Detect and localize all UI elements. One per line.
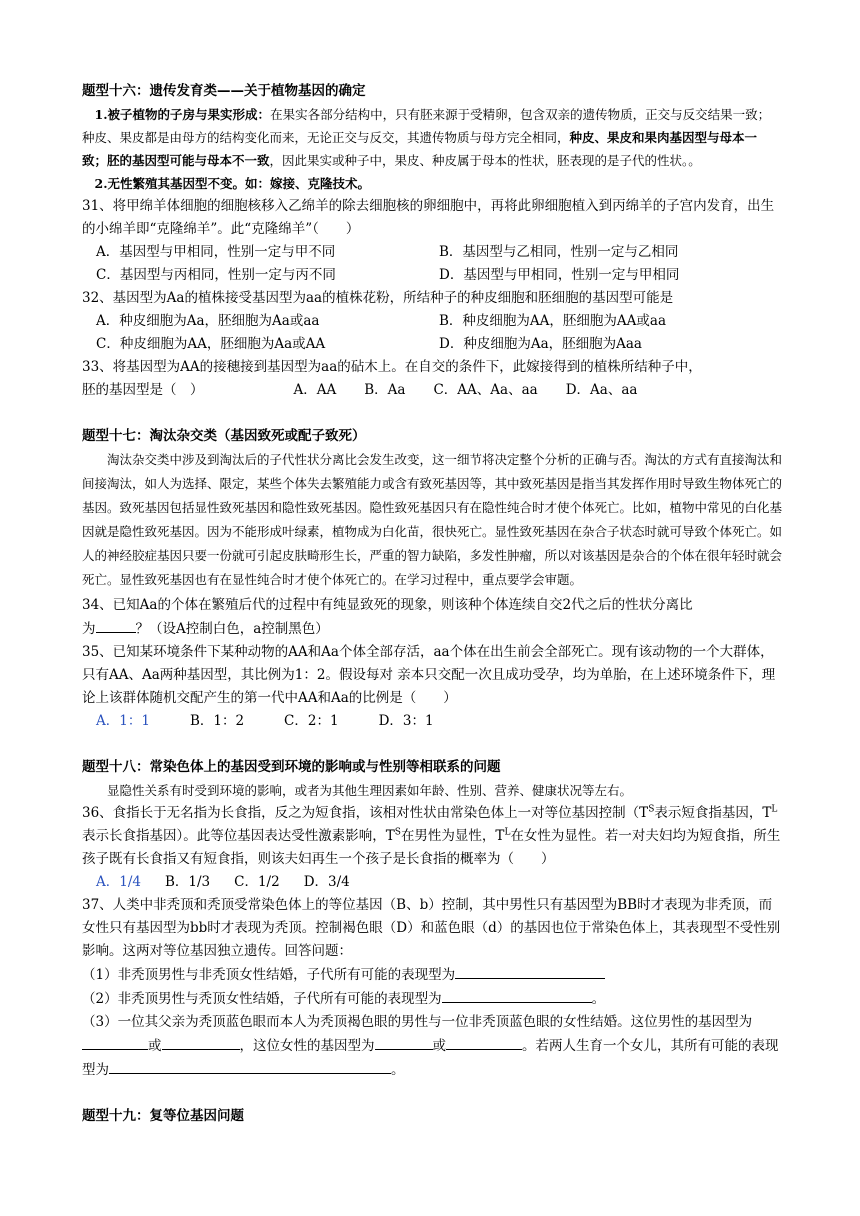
point-1-heading: 1.被子植物的子房与果实形成： — [94, 107, 271, 122]
q35-option-d: D．3：1 — [378, 713, 434, 729]
q37-daughter-phenotype-blank[interactable] — [109, 1058, 391, 1074]
q31-option-d: D．基因型与甲相同，性别一定与甲相同 — [439, 267, 680, 283]
section-17-title: 题型十七：淘汰杂交类（基因致死或配子致死） — [82, 428, 366, 444]
q37-part-1 — [82, 963, 782, 987]
q36-stem — [82, 802, 782, 871]
q33-option-b: B．Aa — [364, 382, 406, 398]
q36-sup-4: L — [504, 827, 511, 838]
q33-option-d: D．Aa、aa — [565, 382, 638, 398]
q37-part-2-end: 。 — [591, 991, 606, 1007]
q36-text-2: 表示短食指基因，T — [654, 805, 772, 821]
q37-part-3-text-2: ，这位女性的基因型为 — [239, 1038, 375, 1054]
q33-option-a: A．AA — [293, 382, 337, 398]
q31-option-b: B．基因型与乙相同，性别一定与乙相同 — [439, 244, 679, 260]
q31-option-c: C．基因型与丙相同，性别一定与丙不同 — [96, 267, 336, 283]
q34-stem-line-2 — [82, 617, 782, 641]
q37-part-1-blank[interactable] — [455, 963, 605, 979]
q37-part-3-text-1: （3）一位其父亲为秃顶蓝色眼而本人为秃顶褐色眼的男性与一位非秃顶蓝色眼的女性结婚。这位男性的基因型为 — [82, 1014, 753, 1030]
q37-part-2-blank[interactable] — [442, 987, 592, 1003]
q35-option-a: A．1：1 — [96, 713, 150, 729]
section-19-title: 题型十九：复等位基因问题 — [82, 1108, 244, 1124]
q37-stem: 37、人类中非秃顶和秃顶受常染色体上的等位基因（B、b）控制，其中男性只有基因型为BB时才表现为非秃顶，而女性只有基因型为bb时才表现为秃顶。控制褐色眼（D）和蓝色眼（d）的基因也位于常染色体上，其表现型不受性别影响。这两对等位基因独立遗传。回答问题： — [82, 897, 781, 959]
q34-stem: 34、已知Aa的个体在繁殖后代的过程中有纯显致死的现象，则该种个体连续自交2代之后的性状分离比 — [82, 597, 693, 613]
q37-part-3-end: 。 — [391, 1062, 405, 1078]
q36-options — [82, 871, 782, 894]
q37-or-1: 或 — [148, 1038, 162, 1054]
q36-sup-1: S — [648, 804, 655, 815]
q35-stem: 35、已知某环境条件下某种动物的AA和Aa个体全部存活，aa个体在出生前会全部死亡。现有该动物的一个大群体，只有AA、Aa两种基因型，其比例为1：2。假设每对 亲本只交配一次且成功受孕，均为单胎，在上述环境条件下，理论上该群体随机交配产生的第一代中AA和Aa的比例是（ ） — [82, 644, 776, 706]
q33-prompt: 胚的基因型是（ ） — [82, 382, 204, 398]
q37-part-2-text: （2）非秃顶男性与秃顶女性结婚，子代所有可能的表现型为 — [82, 991, 442, 1007]
q36-text-4: 在男性为显性，T — [400, 828, 505, 844]
q36-option-d: D．3/4 — [303, 874, 350, 890]
q35-options — [82, 710, 782, 733]
q36-option-c: C．1/2 — [234, 874, 280, 890]
q37-part-1-text: （1）非秃顶男性与非秃顶女性结婚，子代所有可能的表现型为 — [82, 967, 456, 983]
q33-option-c: C．AA、Aa、aa — [433, 382, 538, 398]
q33-stem: 33、将基因型为AA的接穗接到基因型为aa的砧木上。在自交的条件下，此嫁接得到的植株所结种子中， — [82, 359, 702, 375]
q35-option-c: C．2：1 — [284, 713, 339, 729]
q34-suffix: ？（设A控制白色，a控制黑色） — [135, 621, 329, 637]
q37-female-genotype-blank-1[interactable] — [375, 1034, 433, 1050]
q32-option-c: C．种皮细胞为AA，胚细胞为Aa或AA — [96, 336, 326, 352]
q37-female-genotype-blank-2[interactable] — [446, 1034, 522, 1050]
section-16-point-1 — [82, 103, 782, 172]
q37-or-2: 或 — [432, 1038, 446, 1054]
section-16-point-2: 2.无性繁殖其基因型不变。如：嫁接、克隆技术。 — [94, 176, 371, 191]
q35-option-b: B．1：2 — [189, 713, 245, 729]
section-18-title: 题型十八：常染色体上的基因受到环境的影响或与性别等相联系的问题 — [82, 759, 501, 775]
section-17-intro: 淘汰杂交类中涉及到淘汰后的子代性状分离比会发生改变，这一细节将决定整个分析的正确与否。淘汰的方式有直接淘汰和间接淘汰，如人为选择、限定，某些个体失去繁殖能力或含有致死基因等，其中致死基因是指当其发挥作用时导致生物体死亡的基因。致死基因包括显性致死基因和隐性致死基因。隐性致死基因只有在隐性纯合时才使个体死亡。比如，植物中常见的白化基因就是隐性致死基因。因为不能形成叶绿素，植物成为白化苗，很快死亡。显性致死基因在杂合子状态时就可导致个体死亡。如人的神经胶症基因只要一份就可引起皮肤畸形生长，严重的智力缺陷，多发性肿瘤，所以对该基因是杂合的个体在很年轻时就会死亡。显性致死基因也有在显性纯合时才使个体死亡的。在学习过程中，重点要学会审题。 — [82, 452, 783, 587]
q36-option-a: A．1/4 — [96, 874, 141, 890]
point-1-tail: ，因此果实或种子中，果皮、种皮属于母本的性状，胚表现的是子代的性状。。 — [269, 153, 701, 168]
q31-options — [82, 241, 782, 287]
q31-stem: 31、将甲绵羊体细胞的细胞核移入乙绵羊的除去细胞核的卵细胞中，再将此卵细胞植入到丙绵羊的子宫内发育，出生的小绵羊即“克隆绵羊”。此“克隆绵羊”（ ） — [82, 198, 775, 237]
q32-options — [82, 310, 782, 356]
q36-text-1: 36、食指长于无名指为长食指，反之为短食指，该相对性状由常染色体上一对等位基因控制（T — [82, 805, 649, 821]
section-18-intro: 显隐性关系有时受到环境的影响，或者为其他生理因素如年龄、性别、营养、健康状况等左右。 — [107, 783, 633, 798]
section-16-title: 题型十六：遗传发育类——关于植物基因的确定 — [82, 83, 366, 99]
q32-option-b: B．种皮细胞为AA，胚细胞为AA或aa — [439, 313, 667, 329]
q32-option-d: D．种皮细胞为Aa，胚细胞为Aaa — [439, 336, 642, 352]
q37-part-3 — [82, 1011, 782, 1082]
q37-part-3-text-3: 。若两人生育一个女儿，其所有可能的表现型为 — [82, 1038, 779, 1078]
q34-answer-blank[interactable] — [96, 617, 136, 633]
q36-option-b: B．1/3 — [164, 874, 211, 890]
q37-male-genotype-blank-2[interactable] — [162, 1034, 240, 1050]
q36-text-5: 在女性为显性。若一对夫妇均为短食指，所生孩子既有长食指又有短食指，则该夫妇再生一个孩子是长食指的概率为（ ） — [82, 828, 781, 867]
document-page — [82, 80, 782, 1128]
q37-male-genotype-blank-1[interactable] — [82, 1034, 148, 1050]
point-1-text: 在果实各部分结构中，只有胚来源于受精卵，包含双亲的遗传物质，正交与反交结果一致；种皮、果皮都是由母方的结构变化而来，无论正交与反交，其遗传物质与母方完全相同， — [82, 107, 771, 145]
point-1-emphasis: 种皮、果皮和果肉基因型与母本一致；胚的基因型可能与母本不一致 — [82, 130, 758, 168]
q32-option-a: A．种皮细胞为Aa，胚细胞为Aa或aa — [96, 313, 320, 329]
q34-prefix: 为 — [82, 621, 96, 637]
q36-sup-3: S — [394, 827, 401, 838]
q36-sup-2: L — [771, 804, 778, 815]
q36-text-3: 表示长食指基因）。此等位基因表达受性激素影响，T — [82, 828, 395, 844]
q32-stem: 32、基因型为Aa的植株接受基因型为aa的植株花粉，所结种子的种皮细胞和胚细胞的基因型可能是 — [82, 290, 674, 306]
q37-part-2 — [82, 987, 782, 1011]
q33-stem-line-2 — [82, 379, 782, 402]
q31-option-a: A．基因型与甲相同，性别一定与甲不同 — [96, 244, 336, 260]
